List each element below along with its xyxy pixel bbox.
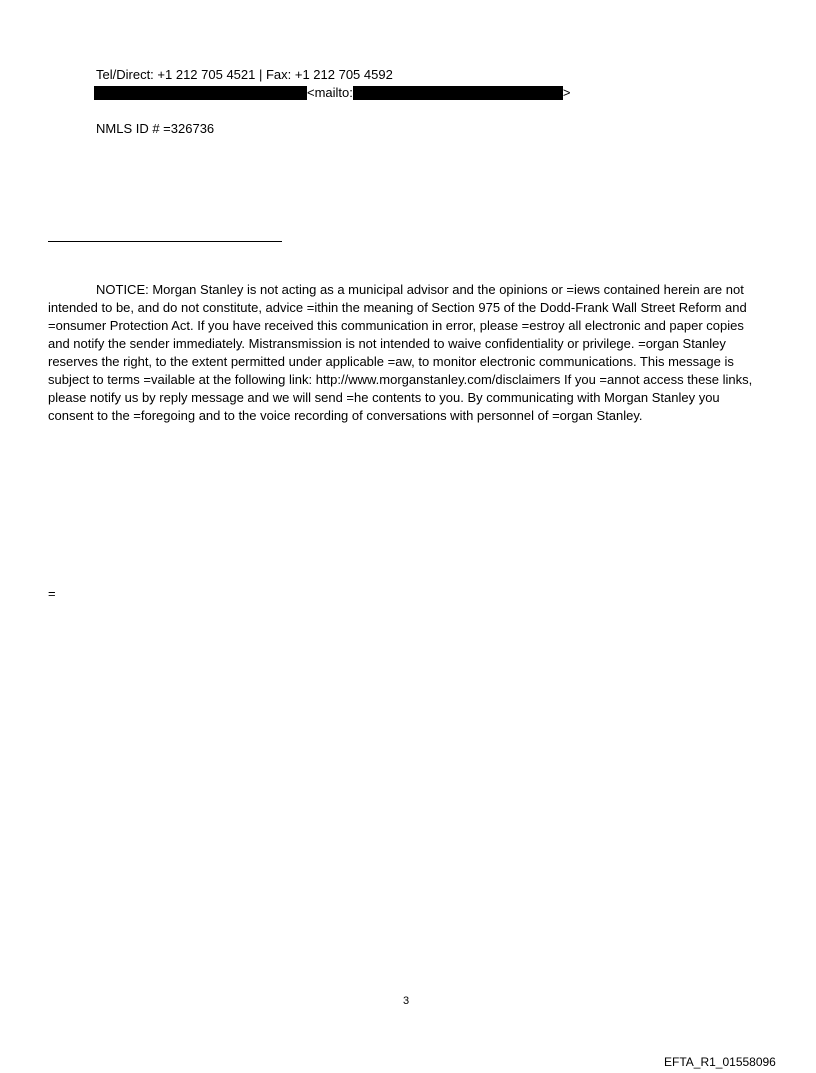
page-number: 3	[403, 995, 410, 1007]
mailto-suffix: >	[562, 85, 571, 100]
email-line	[94, 85, 570, 101]
stray-equals: =	[48, 586, 56, 601]
bates-number: EFTA_R1_01558096	[664, 1055, 776, 1069]
legal-notice: NOTICE: Morgan Stanley is not acting as a municipal advisor and the opinions or =iews contained herein are not intended to be, and do not constitute, advice =ithin the meaning of Section 975 of the Dodd-Frank Wall Street Reform and =onsumer Protection Act. If you have received this communication in error, please =estroy all electronic and paper copies and notify the sender immediately. Mistransmission is not intended to waive confidentiality or privilege. =organ Stanley reserves the right, to the extent permitted under applicable =aw, to monitor electronic communications. This message is subject to terms =vailable at the following link: http://www.morganstanley.com/disclaimers If you =annot access these links, please notify us by reply message and we will send =he contents to you. By communicating with Morgan Stanley you consent to the =foregoing and to the voice recording of conversations with personnel of =organ Stanley.	[48, 282, 753, 423]
redaction-block	[94, 86, 307, 100]
tel-fax-line: Tel/Direct: +1 212 705 4521 | Fax: +1 212 705 4592	[96, 67, 393, 82]
nmls-id: NMLS ID # =326736	[96, 121, 215, 136]
mailto-prefix: <mailto:	[307, 85, 353, 100]
redaction-block	[353, 86, 563, 100]
signature-divider	[48, 241, 282, 242]
